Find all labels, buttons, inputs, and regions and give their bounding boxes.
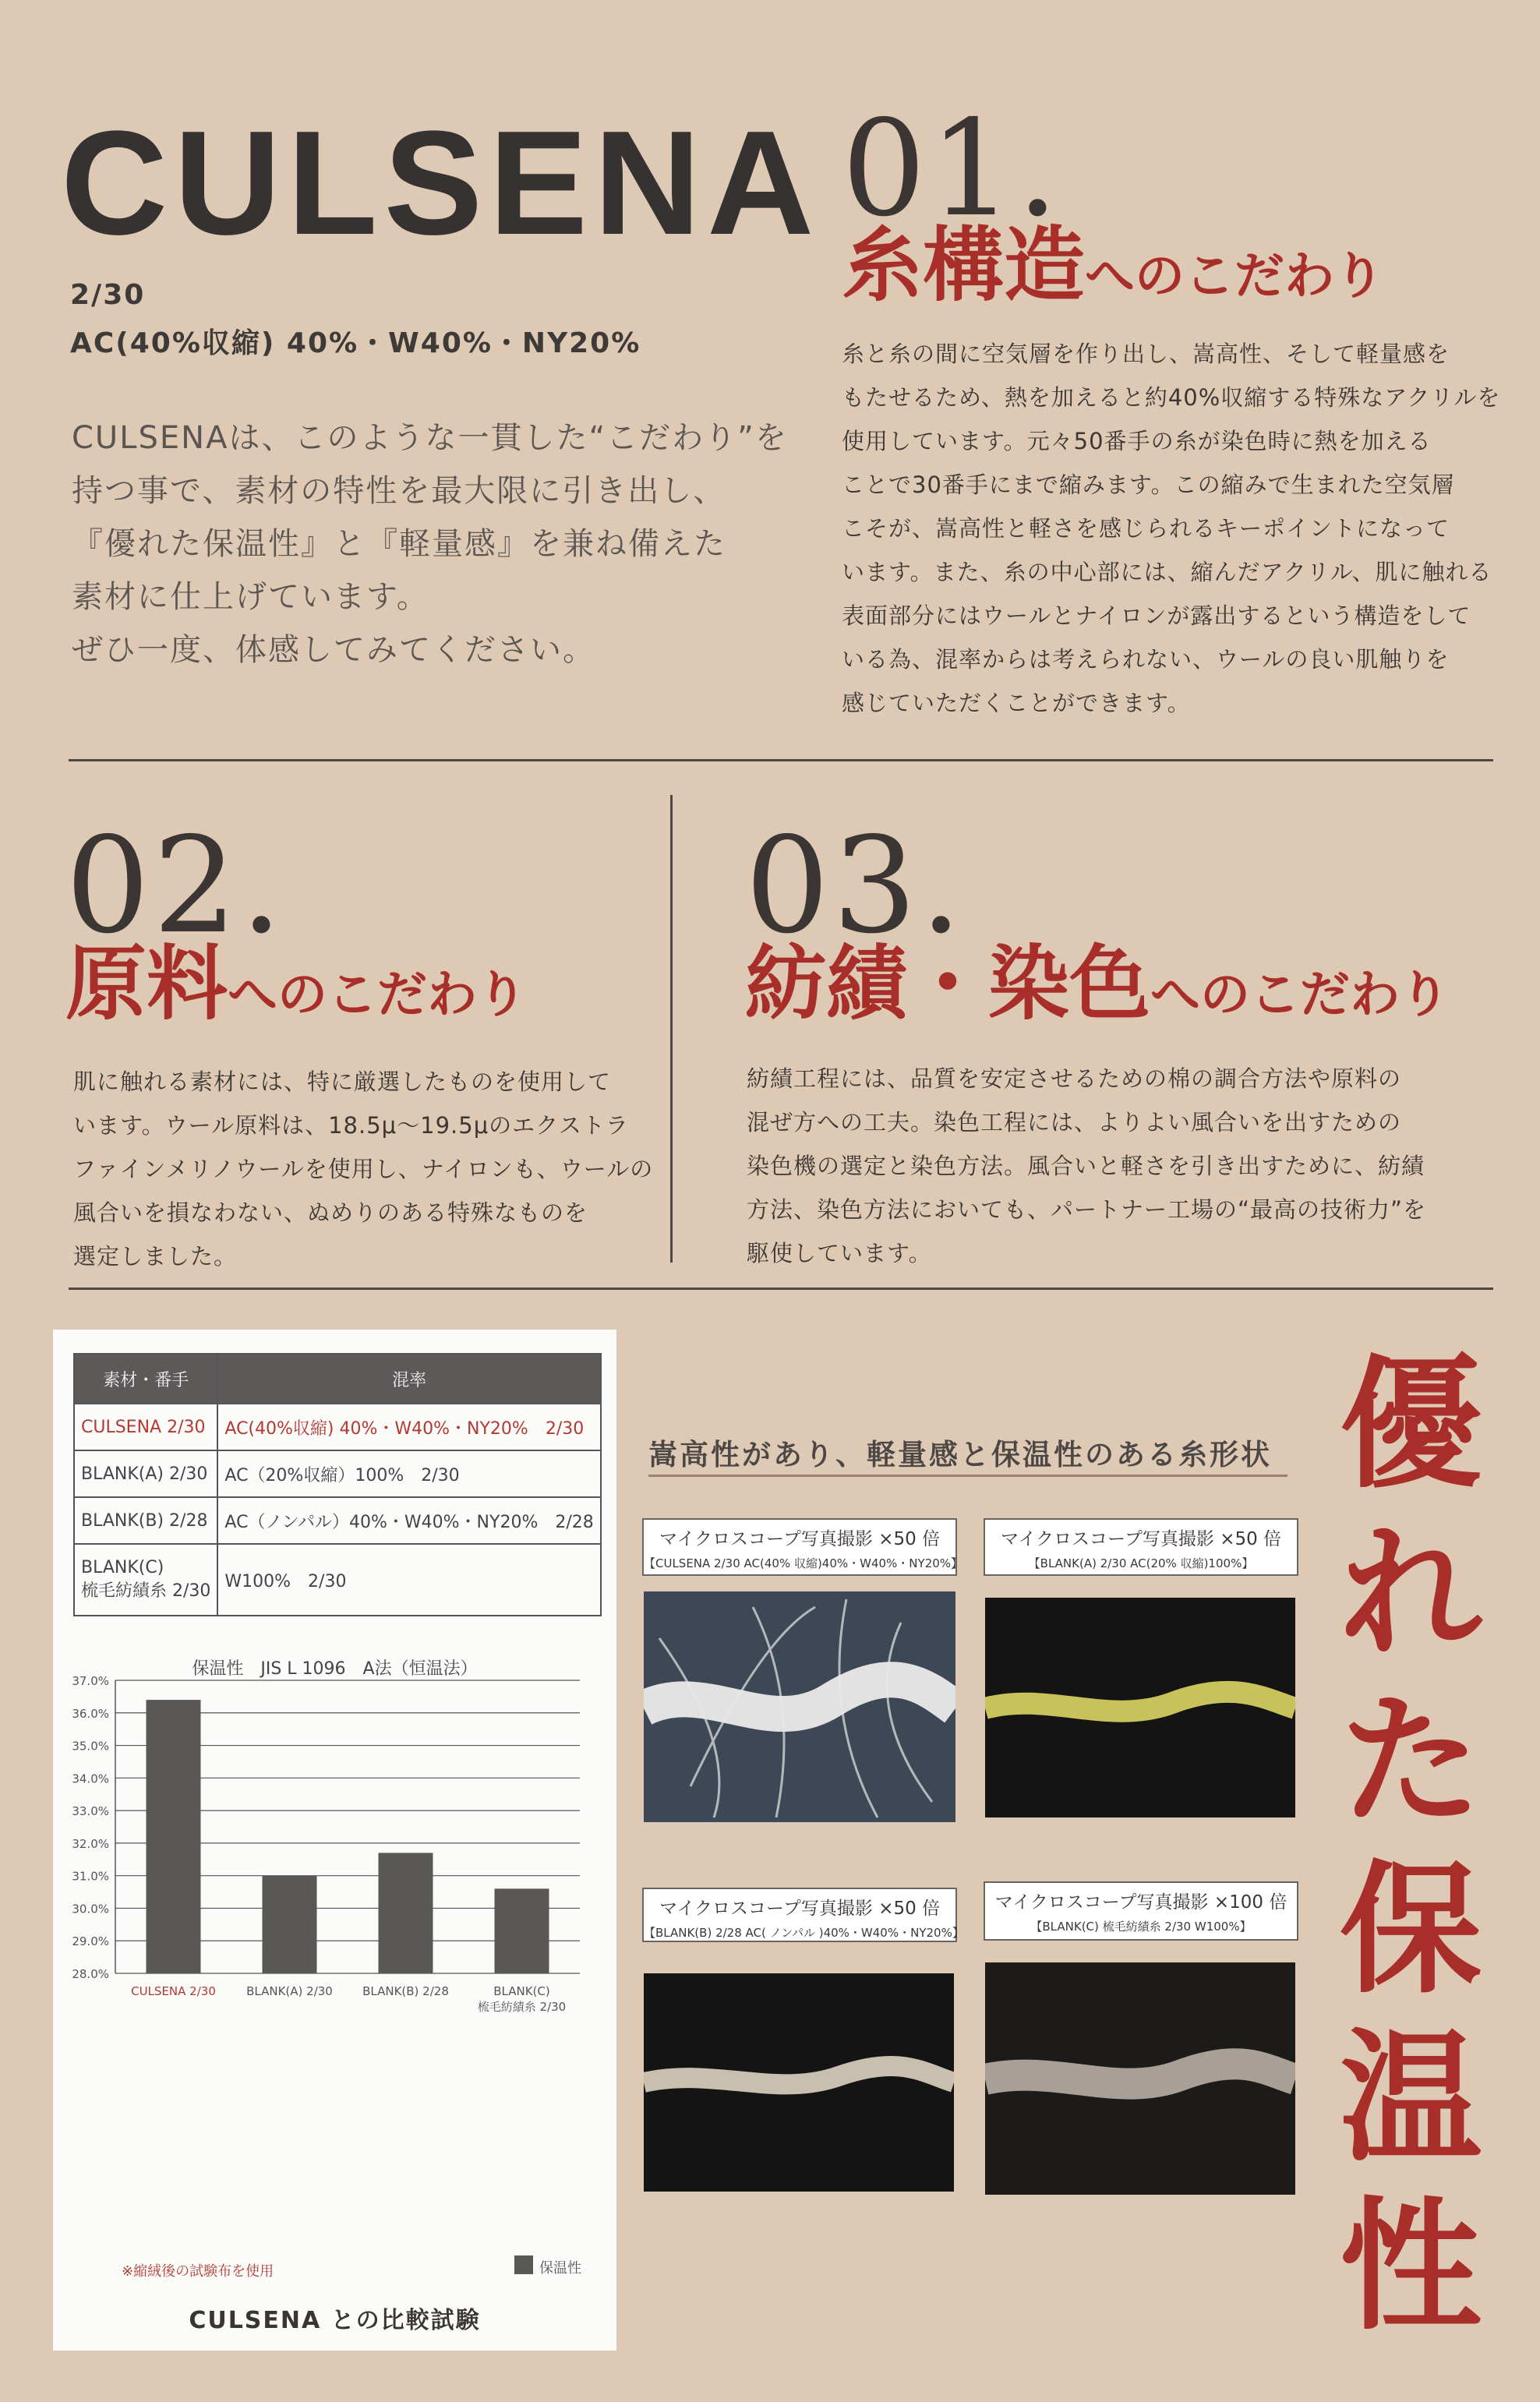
y-tick-label: 31.0% [72,1869,109,1884]
body-line: 紡績工程には、品質を安定させるための棉の調合方法や原料の [747,1065,1402,1092]
table-cell-material: BLANK(A) 2/30 [74,1450,217,1497]
table-cell-blend: AC（ノンパル）40%・W40%・NY20% 2/28 [217,1497,600,1544]
section3-heading [745,936,1450,1031]
material-line: 梳毛紡績糸 2/30 [81,1581,211,1601]
body-line: 駆使しています。 [747,1240,932,1266]
y-tick-label: 33.0% [72,1804,109,1819]
divider-vertical [670,795,673,1263]
x-tick-label: BLANK(A) 2/30 [246,1984,333,1998]
divider-middle [69,1288,1493,1290]
caption-magnification: マイクロスコープ写真撮影 ×100 倍 [994,1892,1287,1913]
micrograph-culsena [644,1591,955,1822]
photo-caption [642,1888,964,1942]
y-tick-label: 32.0% [72,1836,109,1851]
body-line: もたせるため、熱を加えると約40%収縮する特殊なアクリルを [842,384,1501,411]
headline-char: 温 [1340,2015,1482,2181]
yarn-image [985,1598,1295,1817]
body-line: ファインメリノウールを使用し、ナイロンも、ウールの [73,1156,654,1182]
photo-caption [984,1881,1298,1941]
intro-line: 持つ事で、素材の特性を最大限に引き出し、 [72,473,726,509]
body-line: 感じていただくことができます。 [842,690,1191,716]
x-tick-label: BLANK(B) 2/28 [362,1984,449,1998]
headline-char: 性 [1340,2184,1482,2349]
body-line: こそが、嵩高性と軽さを感じられるキーポイントになって [842,515,1450,542]
caption-detail: 【BLANK(B) 2/28 AC( ノンパル )40%・W40%・NY20%】 [644,1926,964,1940]
microscope-title-underline [648,1475,1287,1477]
y-tick-label: 35.0% [72,1739,109,1754]
photo-caption [984,1518,1298,1576]
brand-blend: AC(40%収縮) 40%・W40%・NY20% [70,327,641,359]
chart-title: 保温性 JIS L 1096 A法（恒温法） [192,1659,478,1679]
caption-detail: 【BLANK(A) 2/30 AC(20% 収縮)100%】 [1028,1556,1254,1570]
table-cell-material [74,1544,217,1616]
body-line: ことで30番手にまで縮みます。この縮みで生まれた空気層 [842,472,1455,498]
section2-body [73,1060,653,1278]
micrograph-blank-c [985,1962,1295,2195]
legend-swatch [514,2255,533,2274]
x-tick-label: BLANK(C) [493,1984,550,1998]
blend-table [73,1353,602,1616]
chart-footnote: ※縮絨後の試験布を使用 [122,2263,274,2280]
headline-char: 保 [1340,1847,1482,2012]
bar-chart [53,1673,616,2039]
body-line: 混ぜ方への工夫。染色工程には、よりよい風合いを出すための [747,1109,1402,1136]
section1-heading [842,217,1385,313]
bar [379,1853,433,1973]
section3-title-sub: へのこだわり [1150,966,1450,1024]
material-line: BLANK(C) [81,1558,164,1577]
body-line: 選定しました。 [73,1243,238,1270]
yarn-image [985,1962,1295,2195]
body-line: 方法、染色方法においても、パートナー工場の“最高の技術力”を [747,1196,1427,1223]
y-tick-label: 36.0% [72,1706,109,1721]
table-row [74,1544,601,1616]
table-header: 混率 [217,1354,600,1404]
micrograph-blank-a [985,1598,1295,1817]
y-tick-label: 28.0% [72,1967,109,1981]
table-header-row [74,1354,601,1404]
yarn-image [644,1591,955,1822]
intro-line: 『優れた保温性』と『軽量感』を兼ね備えた [72,526,726,562]
yarn-image [644,1973,954,2192]
section1-number: 01. [842,92,1062,246]
body-line: 肌に触れる素材には、特に厳選したものを使用して [73,1069,612,1095]
intro-line: ぜひ一度、体感してみてください。 [72,632,595,668]
body-line: 風合いを損なわない、ぬめりのある特殊なものを [73,1199,588,1226]
divider-top [69,759,1493,761]
table-cell-blend: W100% 2/30 [217,1544,600,1616]
brand-name: CULSENA [61,101,821,266]
x-tick-label: 梳毛紡績糸 2/30 [477,2000,567,2014]
panel-footer: CULSENA との比較試験 [189,2307,481,2334]
caption-magnification: マイクロスコープ写真撮影 ×50 倍 [1000,1529,1282,1549]
section2-title-main: 原料 [65,936,228,1031]
section1-title-main: 糸構造 [842,217,1086,313]
bar [147,1700,201,1973]
section2-heading [65,936,528,1031]
intro-line: CULSENAは、このような一貫した“こだわり”を [72,420,788,456]
body-line: 使用しています。元々50番手の糸が染色時に熱を加える [842,428,1432,454]
bar [263,1876,317,1973]
section2-title-sub: へのこだわり [228,966,528,1024]
table-header: 素材・番手 [74,1354,217,1404]
table-cell-material: CULSENA 2/30 [74,1404,217,1450]
headline-char: た [1340,1679,1482,1844]
bar [495,1888,549,1973]
table-cell-blend: AC(40%収縮) 40%・W40%・NY20% 2/30 [217,1404,600,1450]
y-tick-label: 29.0% [72,1934,109,1949]
y-tick-label: 34.0% [72,1771,109,1786]
micrograph-blank-b [644,1973,954,2192]
body-line: 糸と糸の間に空気層を作り出し、嵩高性、そして軽量感を [842,341,1450,367]
body-line: 染色機の選定と染色方法。風合いと軽さを引き出すために、紡績 [747,1153,1425,1179]
table-row [74,1404,601,1450]
caption-magnification: マイクロスコープ写真撮影 ×50 倍 [659,1899,941,1919]
caption-magnification: マイクロスコープ写真撮影 ×50 倍 [659,1529,941,1549]
caption-detail: 【BLANK(C) 梳毛紡績糸 2/30 W100%】 [1030,1920,1252,1934]
y-tick-label: 37.0% [72,1674,109,1688]
comparison-panel [53,1330,616,2351]
table-cell-blend: AC（20%収縮）100% 2/30 [217,1450,600,1497]
y-tick-label: 30.0% [72,1902,109,1916]
legend-label: 保温性 [539,2260,581,2277]
caption-detail: 【CULSENA 2/30 AC(40% 収縮)40%・W40%・NY20%】 [644,1556,963,1570]
microscope-title: 嵩高性があり、軽量感と保温性のある糸形状 [648,1438,1272,1471]
body-line: いる為、混率からは考えられない、ウールの良い肌触りを [842,646,1450,673]
section2-number: 02. [65,809,286,963]
headline-char: 優 [1340,1342,1482,1507]
intro-line: 素材に仕上げています。 [72,579,429,615]
body-line: います。ウール原料は、18.5μ～19.5μのエクストラ [73,1112,629,1139]
table-row [74,1450,601,1497]
body-line: 表面部分にはウールとナイロンが露出するという構造をして [842,602,1471,629]
section3-number: 03. [745,809,966,963]
body-line: います。また、糸の中心部には、縮んだアクリル、肌に触れる [842,559,1492,585]
brand-count: 2/30 [70,279,146,311]
headline-char: れ [1340,1510,1482,1676]
table-cell-material: BLANK(B) 2/28 [74,1497,217,1544]
photo-caption [642,1518,963,1576]
section3-title-main: 紡績・染色 [745,936,1151,1031]
vertical-headline [1325,1341,1496,2351]
table-row [74,1497,601,1544]
intro-text [72,412,788,676]
x-tick-label: CULSENA 2/30 [131,1984,216,1998]
section1-title-sub: へのこだわり [1085,248,1385,306]
section1-body [842,332,1500,725]
section3-body [747,1057,1426,1275]
